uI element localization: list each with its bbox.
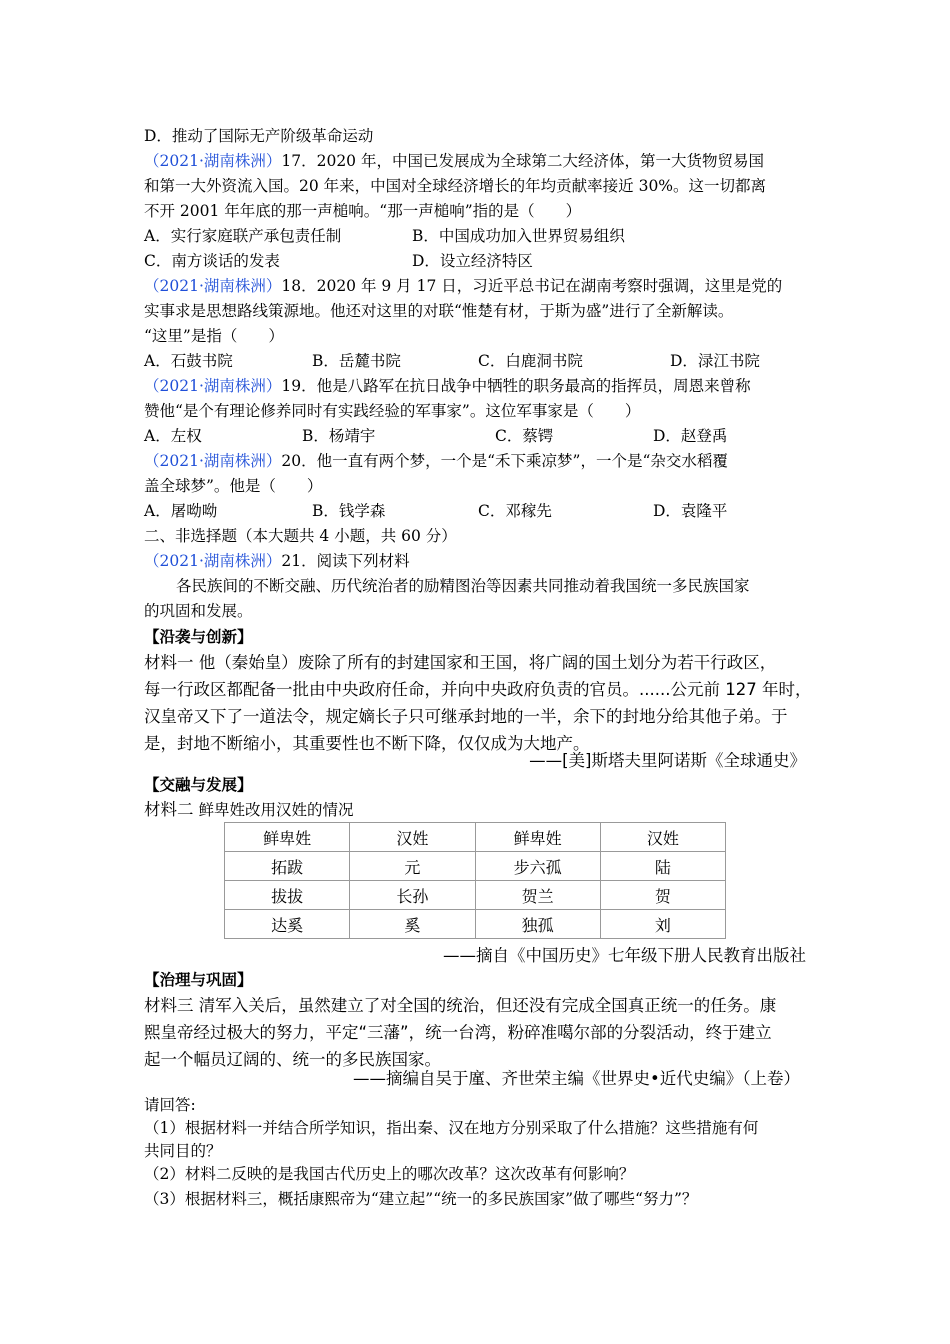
q20-source: （2021·湖南株洲） — [144, 452, 282, 470]
q18-option-d: D．渌江书院 — [670, 352, 760, 370]
q19-stem-line-2: 赞他“是个有理论修养同时有实践经验的军事家”。这位军事家是（ ） — [144, 402, 641, 420]
material-2-label: 材料二 — [144, 800, 194, 819]
material-3-source: ——摘编自吴于廑、齐世荣主编《世界史•近代史编》（上卷） — [353, 1069, 800, 1088]
section-2-heading: 二、非选择题（本大题共 4 小题，共 60 分） — [144, 527, 457, 545]
q19-text-1: 19．他是八路军在抗日战争中牺牲的职务最高的指挥员，周恩来曾称 — [281, 377, 751, 395]
surname-table — [224, 822, 726, 939]
q17-text-1: 17．2020 年，中国已发展成为全球第二大经济体，第一大货物贸易国 — [281, 152, 764, 170]
material-3-line-3: 起一个幅员辽阔的、统一的多民族国家。 — [144, 1050, 441, 1069]
q21-source: （2021·湖南株洲） — [144, 552, 282, 570]
q18-option-a: A．石鼓书院 — [144, 352, 233, 370]
q19-option-c: C．蔡锷 — [495, 427, 554, 445]
q18-stem-line-1 — [144, 274, 814, 299]
q17-stem-line-1 — [144, 149, 814, 174]
table-header-row — [225, 823, 726, 852]
subquestion-1-line-1: （1）根据材料一并结合所学知识，指出秦、汉在地方分别采取了什么措施？这些措施有何 — [144, 1119, 759, 1137]
q21-intro — [144, 549, 814, 574]
q17-source: （2021·湖南株洲） — [144, 152, 282, 170]
q20-stem-line-2: 盖全球梦”。他是（ ） — [144, 477, 323, 495]
q20-option-a: A．屠呦呦 — [144, 502, 218, 520]
heading-fusion-development: 【交融与发展】 — [144, 775, 253, 794]
q19-stem-line-1 — [144, 374, 814, 399]
table-cell: 独孤 — [475, 910, 600, 939]
material-1-source: ——[美]斯塔夫里阿诺斯《全球通史》 — [529, 751, 806, 770]
q17-option-c: C．南方谈话的发表 — [144, 252, 280, 270]
subquestion-3: （3）根据材料三，概括康熙帝为“建立起”“统一的多民族国家”做了哪些“努力”？ — [144, 1190, 698, 1208]
table-cell: 陆 — [600, 852, 725, 881]
table-cell: 元 — [350, 852, 475, 881]
table-cell: 长孙 — [350, 881, 475, 910]
table-row — [225, 852, 726, 881]
q19-option-a: A．左权 — [144, 427, 202, 445]
answer-prompt: 请回答: — [144, 1096, 196, 1114]
q21-paragraph-line-2: 的巩固和发展。 — [144, 602, 253, 620]
q19-option-b: B．杨靖宇 — [302, 427, 376, 445]
table-cell: 步六孤 — [475, 852, 600, 881]
table-cell: 拓跋 — [225, 852, 350, 881]
table-cell: 刘 — [600, 910, 725, 939]
table-cell: 达奚 — [225, 910, 350, 939]
material-1-line-3: 汉皇帝又下了一道法令，规定嫡长子只可继承封地的一半，余下的封地分给其他子弟。于 — [144, 707, 788, 726]
q17-option-d: D．设立经济特区 — [412, 252, 533, 270]
table-header-cell: 鲜卑姓 — [475, 823, 600, 852]
table-header-cell: 汉姓 — [600, 823, 725, 852]
q21-intro-text: 21．阅读下列材料 — [281, 552, 410, 570]
q17-stem-line-3: 不开 2001 年年底的那一声槌响。“那一声槌响”指的是（ ） — [144, 202, 582, 220]
q18-source: （2021·湖南株洲） — [144, 277, 282, 295]
material-2-source: ——摘自《中国历史》七年级下册人民教育出版社 — [443, 946, 806, 965]
q18-option-b: B．岳麓书院 — [312, 352, 401, 370]
q20-option-c: C．邓稼先 — [478, 502, 552, 520]
q19-option-d: D．赵登禹 — [653, 427, 728, 445]
table-cell: 贺 — [600, 881, 725, 910]
q17-stem-line-2: 和第一大外资流入国。20 年来，中国对全球经济增长的年均贡献率接近 30%。这一切都离 — [144, 177, 767, 195]
table-cell: 奚 — [350, 910, 475, 939]
material-2-title: 鲜卑姓改用汉姓的情况 — [198, 801, 354, 819]
q20-option-d: D．袁隆平 — [653, 502, 728, 520]
q17-option-b: B．中国成功加入世界贸易组织 — [412, 227, 625, 245]
heading-inheritance-innovation: 【沿袭与创新】 — [144, 627, 253, 646]
q20-stem-line-1 — [144, 449, 814, 474]
table-row — [225, 910, 726, 939]
table-row — [225, 881, 726, 910]
table-cell: 拔拔 — [225, 881, 350, 910]
table-header-cell: 汉姓 — [350, 823, 475, 852]
material-1-line-1: 材料一 他（秦始皇）废除了所有的封建国家和王国，将广阔的国土划分为若干行政区， — [144, 653, 777, 672]
q20-text-1: 20．他一直有两个梦，一个是“禾下乘凉梦”，一个是“杂交水稻覆 — [281, 452, 728, 470]
q17-option-a: A．实行家庭联产承包责任制 — [144, 227, 342, 245]
subquestion-2: （2）材料二反映的是我国古代历史上的哪次改革？这次改革有何影响？ — [144, 1165, 635, 1183]
q18-option-c: C．白鹿洞书院 — [478, 352, 583, 370]
q18-text-1: 18．2020 年 9 月 17 日，习近平总书记在湖南考察时强调，这里是党的 — [281, 277, 783, 295]
heading-governance-consolidation: 【治理与巩固】 — [144, 970, 253, 989]
material-3-line-1: 材料三 清军入关后，虽然建立了对全国的统治，但还没有完成全国真正统一的任务。康 — [144, 996, 777, 1015]
q18-stem-line-2: 实事求是思想路线策源地。他还对这里的对联“惟楚有材，于斯为盛”进行了全新解读。 — [144, 302, 734, 320]
table-header-cell: 鲜卑姓 — [225, 823, 350, 852]
q16-option-d: D．推动了国际无产阶级革命运动 — [144, 127, 374, 145]
material-1-line-4: 是，封地不断缩小，其重要性也不断下降，仅仅成为大地产。 — [144, 734, 590, 753]
q21-paragraph-line-1: 各民族间的不断交融、历代统治者的励精图治等因素共同推动着我国统一多民族国家 — [176, 577, 750, 595]
material-2-caption — [144, 797, 814, 823]
material-3-line-2: 熙皇帝经过极大的努力，平定“三藩”，统一台湾，粉碎准噶尔部的分裂活动，终于建立 — [144, 1023, 772, 1042]
q20-option-b: B．钱学森 — [312, 502, 386, 520]
q18-stem-line-3: “这里”是指（ ） — [144, 327, 284, 345]
table-cell: 贺兰 — [475, 881, 600, 910]
material-1-line-2: 每一行政区都配备一批由中央政府任命，并向中央政府负责的官员。......公元前 127 年时， — [144, 680, 812, 699]
subquestion-1-line-2: 共同目的？ — [144, 1142, 222, 1160]
q19-source: （2021·湖南株洲） — [144, 377, 282, 395]
